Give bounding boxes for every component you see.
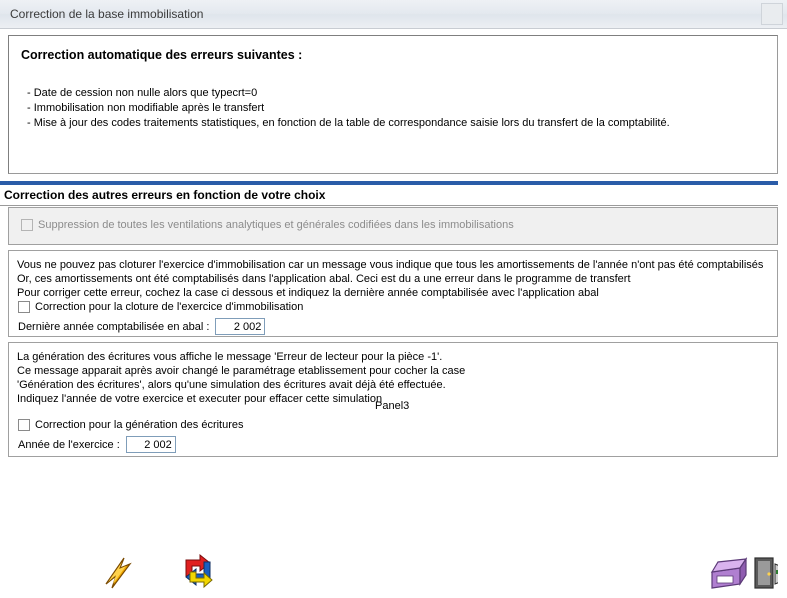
panel-generation-ecritures [8,342,778,457]
paragraph-line: Ce message apparait après avoir changé le paramétrage etablissement pour cocher la case [17,365,466,377]
panel-cloture-exercice [8,250,778,337]
cloture-checkbox[interactable] [18,301,30,313]
paragraph-line: Pour corriger cette erreur, cochez la case ci dessous et indiquez la dernière année comptabilisée avec l'application abal [17,287,599,299]
panel-suppression [8,207,778,245]
window-title: Correction de la base immobilisation [10,7,204,21]
window-titlebar [0,0,787,29]
refresh-arrows-icon [178,550,222,590]
derniere-annee-label: Dernière année comptabilisée en abal : [18,320,210,333]
list-item: - Date de cession non nulle alors que typecrt=0 [27,87,258,99]
generation-paragraph [17,350,465,406]
section-header: Correction des autres erreurs en fonction de votre choix [4,188,326,202]
suppression-checkbox-row[interactable] [21,219,514,231]
execute-lightning-icon [98,550,142,590]
printer-icon [706,550,750,590]
accent-divider [0,181,787,185]
suppression-checkbox[interactable] [21,219,33,231]
automatic-corrections-title: Correction automatique des erreurs suivantes : [21,48,303,62]
refresh-button[interactable] [178,550,222,590]
paragraph-line: 'Génération des écritures', alors qu'une simulation des écritures avait déjà été effectuée. [17,379,446,391]
right-edge-filler [778,29,787,598]
annee-exercice-input[interactable] [126,436,176,453]
generation-checkbox-row[interactable] [18,419,244,431]
suppression-checkbox-label: Suppression de toutes les ventilations analytiques et générales codifiées dans les immobilisations [38,219,514,231]
section-divider [0,205,787,206]
paragraph-line: La génération des écritures vous affiche le message 'Erreur de lecteur pour la pièce -1'. [17,351,443,363]
derniere-annee-row [18,318,265,335]
cloture-paragraph [17,258,763,300]
generation-checkbox[interactable] [18,419,30,431]
list-item: - Mise à jour des codes traitements statistiques, en fonction de la table de correspondance saisie lors du transfert de la comptabilité. [27,117,670,129]
bottom-edge-filler [0,589,787,598]
cloture-checkbox-label: Correction pour la cloture de l'exercice d'immobilisation [35,301,304,313]
generation-checkbox-label: Correction pour la génération des écritures [35,419,244,431]
panel3-caption: Panel3 [375,400,410,412]
window-close-button[interactable] [761,3,783,25]
cloture-checkbox-row[interactable] [18,301,303,313]
list-item: - Immobilisation non modifiable après le transfert [27,102,265,114]
paragraph-line: Or, ces amortissements ont été comptabilisés dans l'application abal. Ceci est du a une erreur dans le programme de transfert [17,273,631,285]
paragraph-line: Indiquez l'année de votre exercice et executer pour effacer cette simulation [17,393,383,405]
window-content [0,29,787,598]
annee-exercice-row [18,436,176,453]
annee-exercice-label: Année de l'exercice : [18,438,120,451]
automatic-corrections-panel [8,35,778,174]
automatic-corrections-list [27,86,767,131]
execute-button[interactable] [98,550,142,590]
paragraph-line: Vous ne pouvez pas cloturer l'exercice d'immobilisation car un message vous indique que tous les amortissements de l'année n'ont pas été comptabilisés [17,259,764,271]
print-button[interactable] [706,550,750,590]
derniere-annee-input[interactable] [215,318,265,335]
